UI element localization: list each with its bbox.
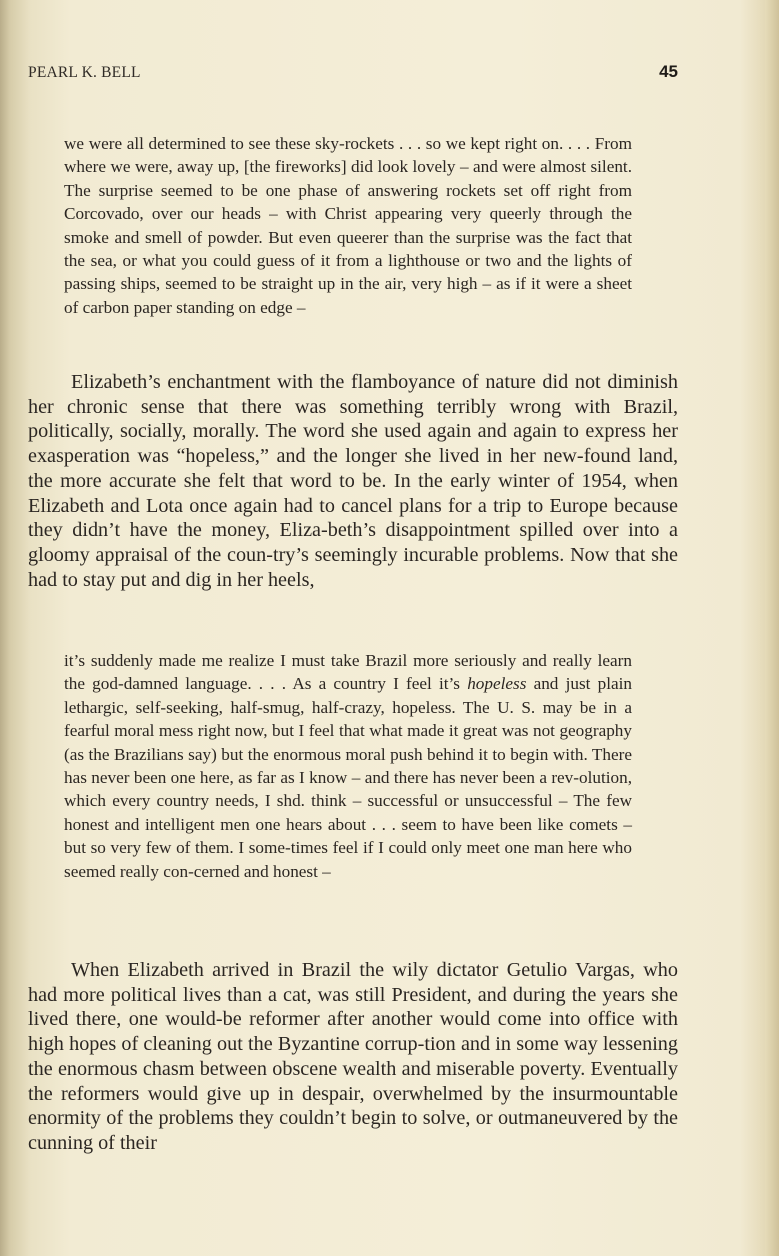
page-edge-shadow [765,0,779,1256]
running-head: PEARL K. BELL [28,64,141,81]
paragraph-text: Elizabeth’s enchantment with the flamboyance of nature did not diminish her chronic sense that there was something terribly wrong with Brazil, politically, socially, morally. The word she used again and again to express her exasperation was “hopeless,” and the longer she lived in her new-found land, the more accurate she felt that word to be. In the early winter of 1954, when Elizabeth and Lota once again had to cancel plans for a trip to Europe because they didn’t have the money, Eliza-beth’s disappointment spilled over into a gloomy appraisal of the coun-try’s seemingly incurable problems. Now that she had to stay put and dig in her heels, [28,371,678,591]
quote-text-part: and just plain lethargic, self-seeking, half-smug, half-crazy, hopeless. The U. S. may be in a fearful moral mess right now, but I feel that what made it great was not geography (as the Brazilians say) but the enormous moral push behind it to begin with. There has never been one here, as far as I know – and there has never been a rev-olution, which every country needs, I shd. think – successful or unsuccessful – The few honest and intelligent men one hears about . . . seem to have been like comets – but so very few of them. I some-times feel if I could only meet one man here who seemed really con-cerned and honest – [64,674,632,881]
block-quote-brazil [64,649,632,883]
quote-italic-word: hopeless [467,674,527,694]
page-number: 45 [659,62,678,81]
quote-text [64,649,632,883]
block-quote-fireworks [64,132,632,319]
quote-text-part: it’s suddenly made me realize I must take Brazil more seriously and really learn the god-damned language. . . . As a country I feel it’s [64,651,632,694]
quote-text: we were all determined to see these sky-rockets . . . so we kept right on. . . . From where we were, away up, [the fireworks] did look lovely – and were almost silent. The surprise seemed to be one phase of answering rockets set off right from Corcovado, over our heads – with Christ appearing very queerly through the smoke and smell of powder. But even queerer than the surprise was the fact that the sea, or what you could guess of it from a lighthouse or two and the lights of passing ships, seemed to be straight up in the air, very high – as if it were a sheet of carbon paper standing on edge – [64,134,632,317]
paragraph-text: When Elizabeth arrived in Brazil the wily dictator Getulio Vargas, who had more political lives than a cat, was still President, and during the years she lived there, one would-be reformer after another would come into office with high hopes of cleaning out the Byzantine corrup-tion and in some way lessening the enormous chasm between obscene wealth and miserable poverty. Eventually the reformers would give up in despair, overwhelmed by the insurmountable enormity of the problems they couldn’t begin to solve, or outmaneuvered by the cunning of their [28,959,678,1154]
paragraph-hopeless [28,370,678,592]
page-header [28,62,678,86]
paragraph-vargas [28,958,678,1156]
